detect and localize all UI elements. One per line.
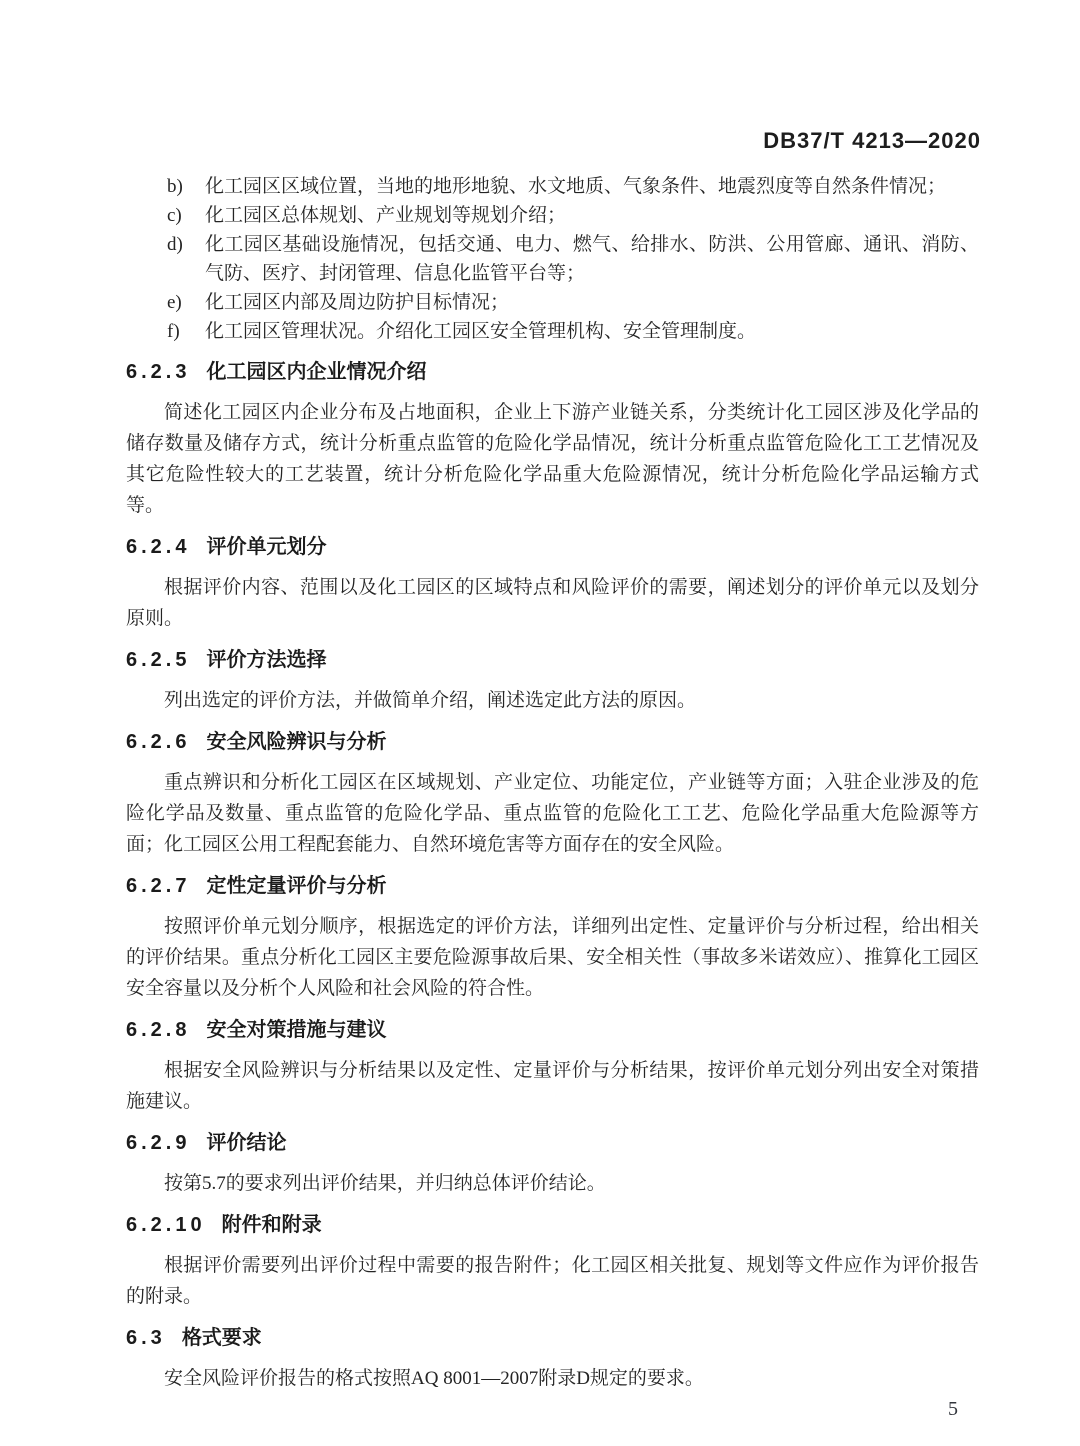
section-heading <box>126 645 979 675</box>
section-title: 化工园区内企业情况介绍 <box>206 361 427 383</box>
section-number: 6.2.5 <box>126 649 191 671</box>
list-marker: f) <box>167 321 180 342</box>
body-paragraph: 安全风险评价报告的格式按照AQ 8001—2007附录D规定的要求。 <box>164 1368 704 1389</box>
body-paragraph: 按照评价单元划分顺序，根据选定的评价方法，详细列出定性、定量评价与分析过程，给出相关的评价结果。重点分析化工园区主要危险源事故后果、安全相关性（事故多米诺效应）、推算化工园区安全容量以及分析个人风险和社会风险的符合性。 <box>126 916 979 999</box>
body-paragraph: 根据评价需要列出评价过程中需要的报告附件；化工园区相关批复、规划等文件应作为评价报告的附录。 <box>126 1255 979 1307</box>
standard-code-header: DB37/T 4213—2020 <box>763 128 981 153</box>
section-number: 6.2.10 <box>126 1214 206 1236</box>
section-heading <box>126 1128 979 1158</box>
section-number: 6.2.6 <box>126 731 191 753</box>
list-item <box>126 230 979 288</box>
body-paragraph: 重点辨识和分析化工园区在区域规划、产业定位、功能定位，产业链等方面；入驻企业涉及的危险化学品及数量、重点监管的危险化学品、重点监管的危险化工工艺、危险化学品重大危险源等方面；化工园区公用工程配套能力、自然环境危害等方面存在的安全风险。 <box>126 772 979 855</box>
list-text: 化工园区基础设施情况，包括交通、电力、燃气、给排水、防洪、公用管廊、通讯、消防、气防、医疗、封闭管理、信息化监管平台等； <box>205 234 979 284</box>
section-title: 评价单元划分 <box>206 536 327 558</box>
section-heading <box>126 871 979 901</box>
list-item <box>126 288 979 317</box>
content-column <box>126 172 979 1394</box>
section-number: 6.3 <box>126 1327 166 1349</box>
section-heading <box>126 1015 979 1045</box>
list-item <box>126 201 979 230</box>
page-number: 5 <box>948 1398 958 1420</box>
body-paragraph: 列出选定的评价方法，并做简单介绍，阐述选定此方法的原因。 <box>164 690 697 711</box>
section-number: 6.2.9 <box>126 1132 191 1154</box>
section-title: 评价方法选择 <box>206 649 327 671</box>
list-text: 化工园区总体规划、产业规划等规划介绍； <box>205 205 567 226</box>
section-title: 附件和附录 <box>221 1214 322 1236</box>
list-text: 化工园区管理状况。介绍化工园区安全管理机构、安全管理制度。 <box>205 321 757 342</box>
section-heading <box>126 727 979 757</box>
section-number: 6.2.7 <box>126 875 191 897</box>
list-marker: e) <box>167 292 182 313</box>
list-text: 化工园区区域位置，当地的地形地貌、水文地质、气象条件、地震烈度等自然条件情况； <box>205 176 947 197</box>
section-number: 6.2.8 <box>126 1019 191 1041</box>
list-item <box>126 172 979 201</box>
body-paragraph: 按第5.7的要求列出评价结果，并归纳总体评价结论。 <box>164 1173 606 1194</box>
section-title: 定性定量评价与分析 <box>206 875 387 897</box>
section-heading <box>126 357 979 387</box>
list-text: 化工园区内部及周边防护目标情况； <box>205 292 510 313</box>
section-heading <box>126 1210 979 1240</box>
section-title: 格式要求 <box>181 1327 262 1349</box>
section-number: 6.2.3 <box>126 361 191 383</box>
body-paragraph: 根据安全风险辨识与分析结果以及定性、定量评价与分析结果，按评价单元划分列出安全对策措施建议。 <box>126 1060 979 1112</box>
section-number: 6.2.4 <box>126 536 191 558</box>
body-paragraph: 根据评价内容、范围以及化工园区的区域特点和风险评价的需要，阐述划分的评价单元以及划分原则。 <box>126 577 979 629</box>
body-paragraph: 简述化工园区内企业分布及占地面积，企业上下游产业链关系，分类统计化工园区涉及化学品的储存数量及储存方式，统计分析重点监管的危险化学品情况，统计分析重点监管危险化工工艺情况及其它危险性较大的工艺装置，统计分析危险化学品重大危险源情况，统计分析危险化学品运输方式等。 <box>126 402 979 516</box>
section-heading <box>126 1323 979 1353</box>
list-marker: d) <box>167 234 183 255</box>
section-title: 安全风险辨识与分析 <box>206 731 387 753</box>
section-title: 评价结论 <box>206 1132 287 1154</box>
list-marker: b) <box>167 176 183 197</box>
list-marker: c) <box>167 205 182 226</box>
section-heading <box>126 532 979 562</box>
section-title: 安全对策措施与建议 <box>206 1019 387 1041</box>
list-item <box>126 317 979 346</box>
